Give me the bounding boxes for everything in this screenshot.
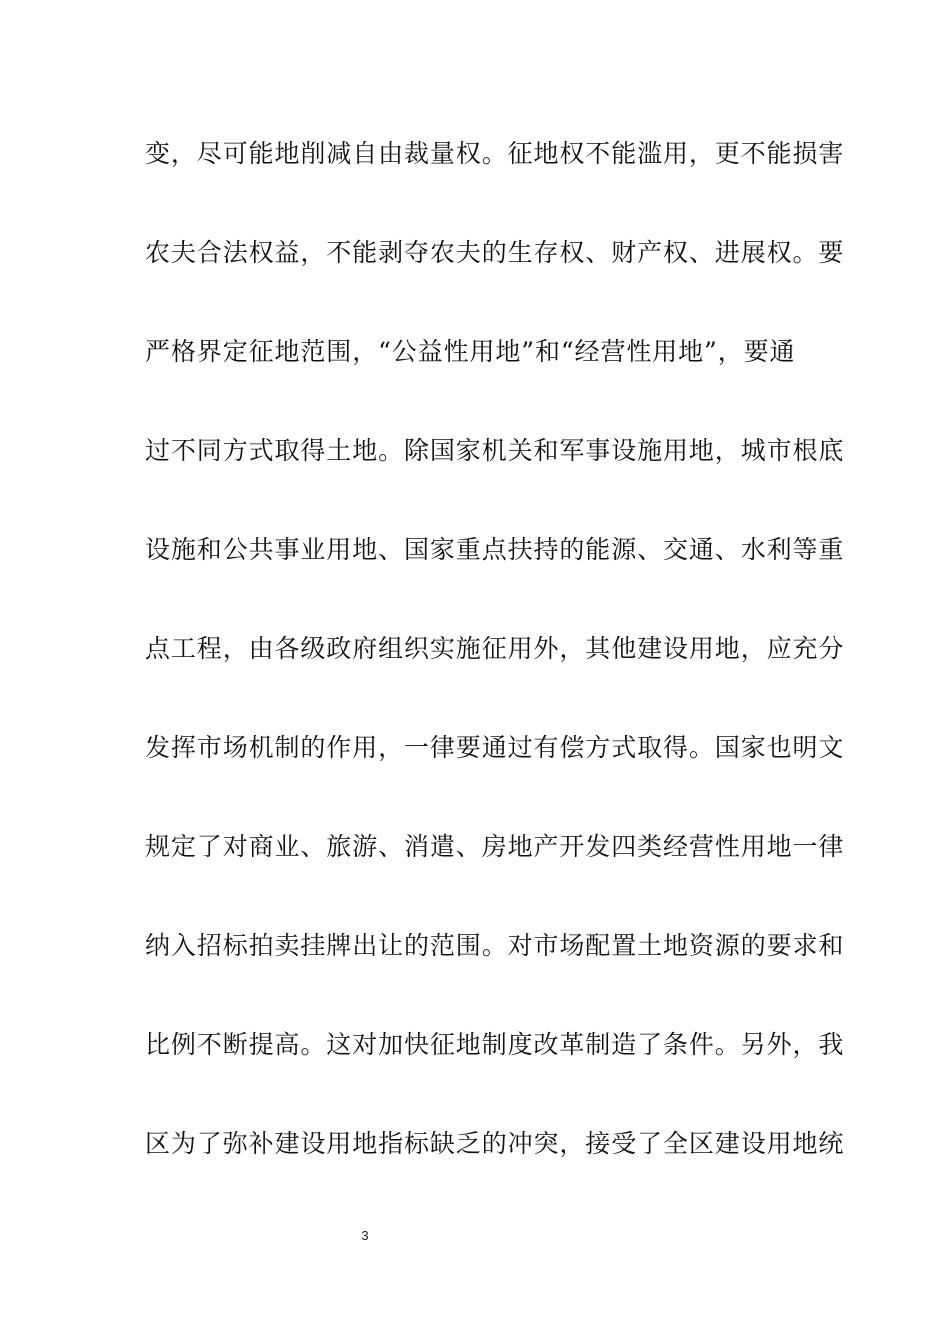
- text-line: 设施和公共事业用地、国家重点扶持的能源、交通、水利等重: [145, 535, 845, 564]
- text-line: 严格界定征地范围，“公益性用地”和“经营性用地”，要通: [145, 337, 796, 366]
- page-number: 3: [361, 1228, 369, 1243]
- text-line: 规定了对商业、旅游、消遣、房地产开发四类经营性用地一律: [145, 832, 845, 861]
- text-line: 过不同方式取得土地。除国家机关和军事设施用地，城市根底: [145, 436, 845, 465]
- text-line: 农夫合法权益，不能剥夺农夫的生存权、财产权、进展权。要: [145, 238, 845, 267]
- body-text: [145, 129, 845, 1218]
- text-line: 点工程，由各级政府组织实施征用外，其他建设用地，应充分: [145, 634, 845, 663]
- text-line: 比例不断提高。这对加快征地制度改革制造了条件。另外，我: [145, 1030, 845, 1059]
- text-line: 变，尽可能地削减自由裁量权。征地权不能滥用，更不能损害: [145, 139, 845, 168]
- text-line: 纳入招标拍卖挂牌出让的范围。对市场配置土地资源的要求和: [145, 931, 845, 960]
- text-line: 区为了弥补建设用地指标缺乏的冲突，接受了全区建设用地统: [145, 1129, 845, 1158]
- text-line: 发挥市场机制的作用，一律要通过有偿方式取得。国家也明文: [145, 733, 845, 762]
